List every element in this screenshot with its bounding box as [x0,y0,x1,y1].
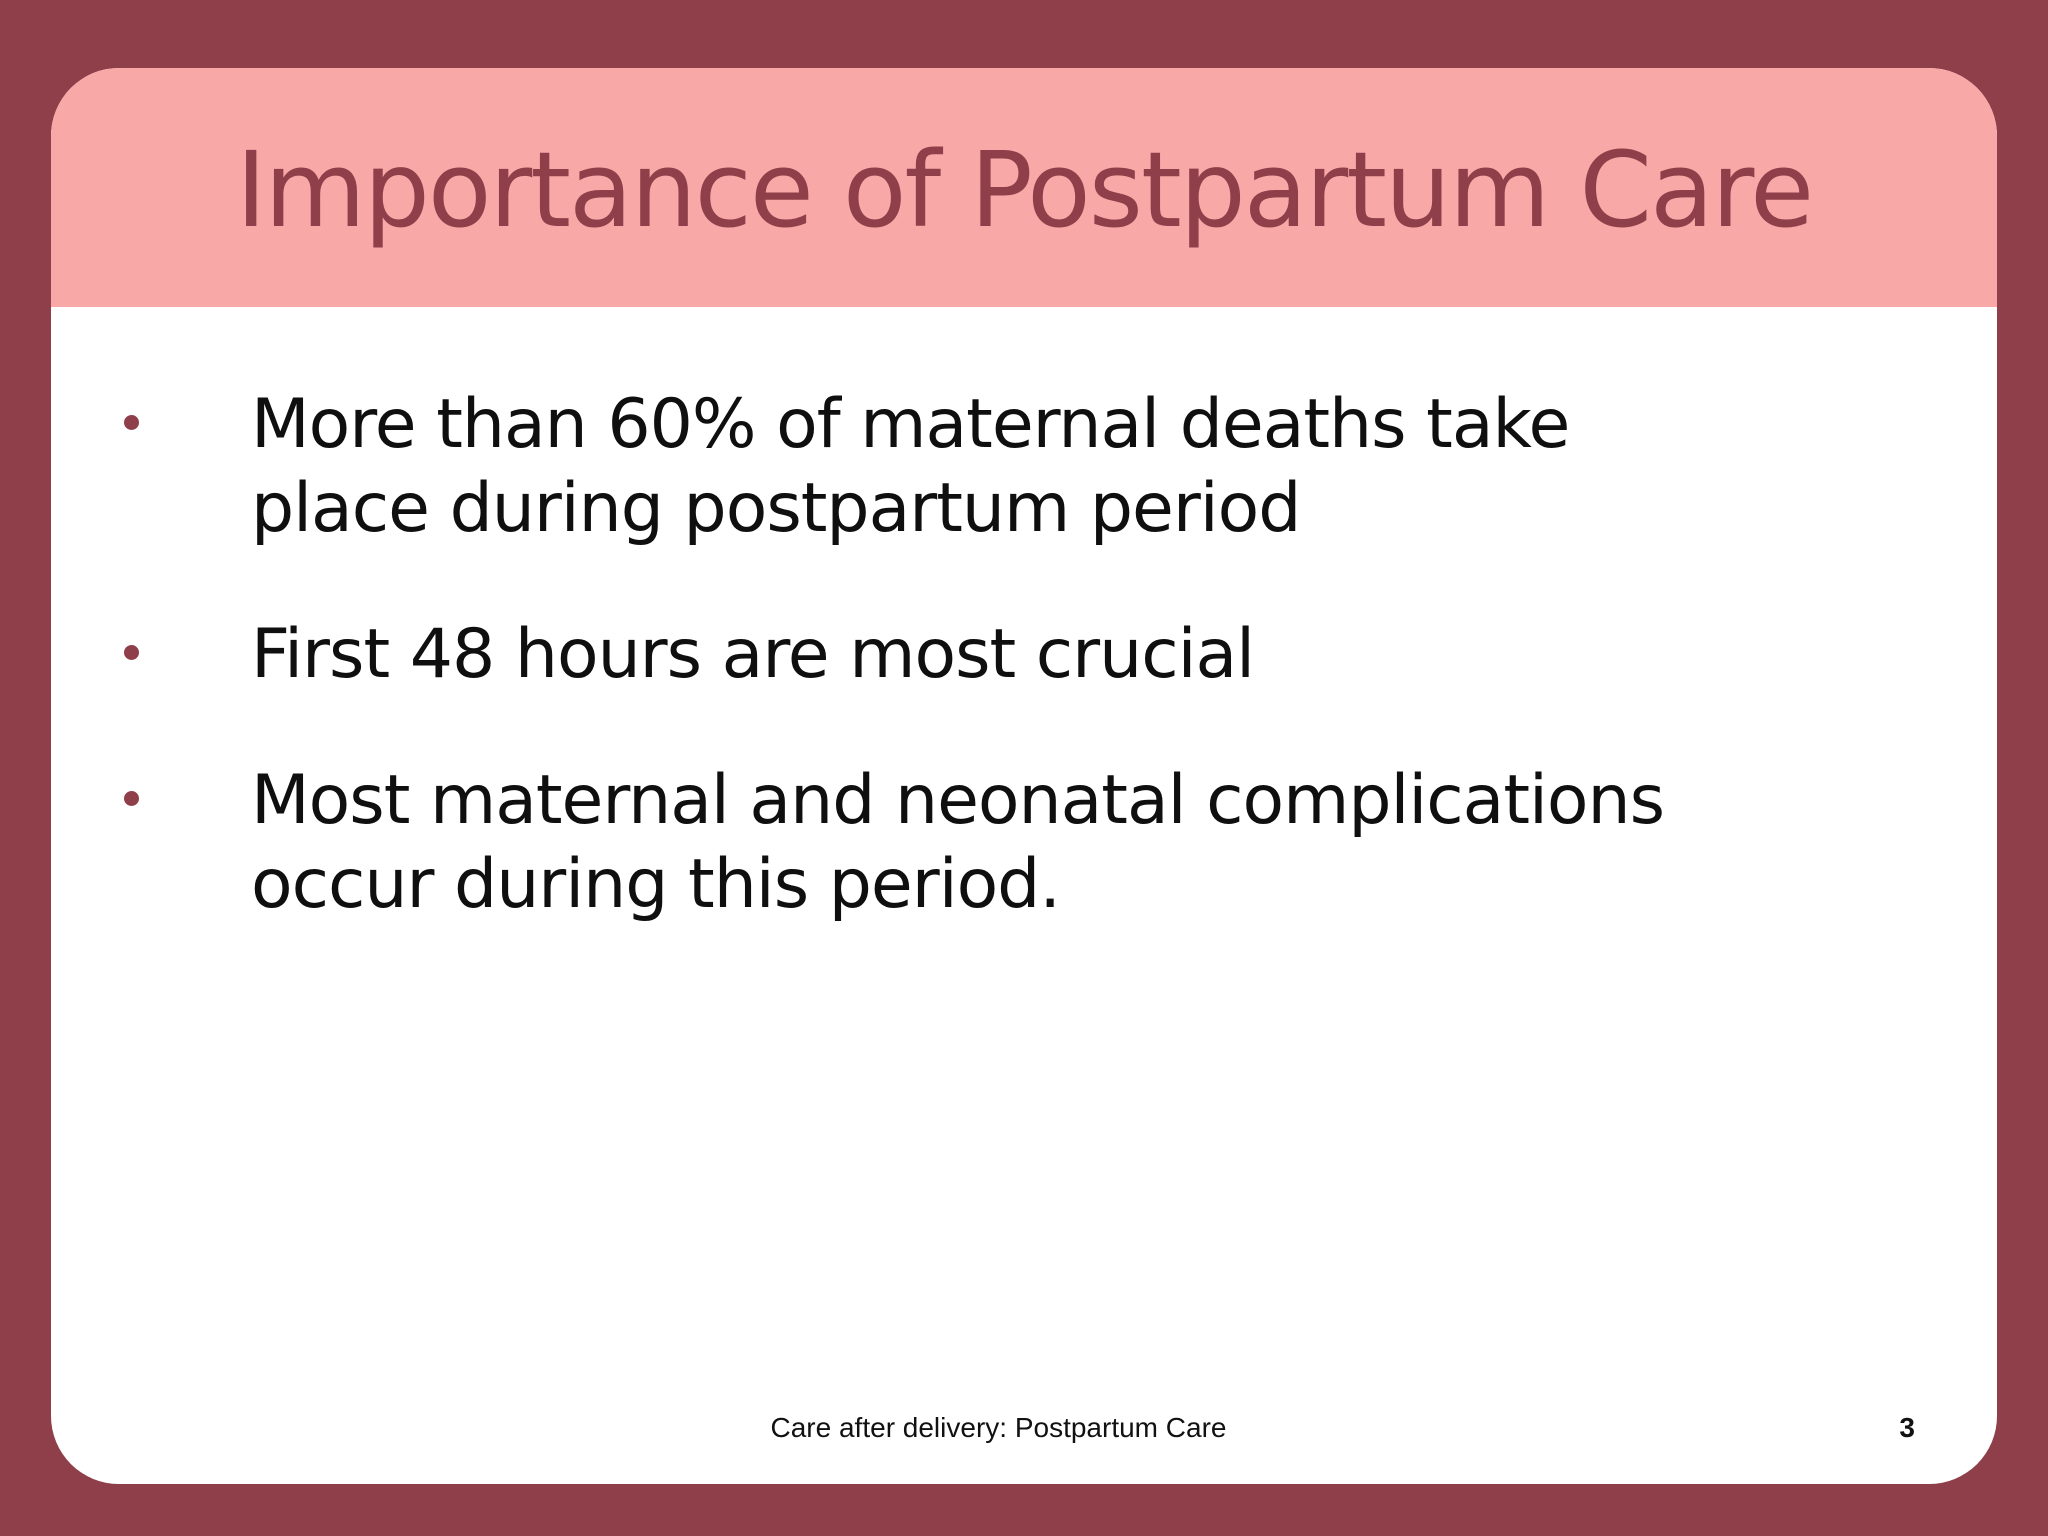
bullet-list [116,383,1716,989]
bullet-text-line: occur during this period. [251,845,1060,924]
bullet-dot [124,415,139,430]
bullet-dot [124,645,139,660]
bullet-text-line: More than 60% of maternal deaths take [251,385,1570,464]
bullet-text-line: Most maternal and neonatal complications [251,761,1665,840]
bullet-item [116,613,1716,697]
title-band [51,68,1997,307]
page-number: 3 [1899,1412,1915,1443]
bullet-item [116,759,1716,927]
footer-text: Care after delivery: Postpartum Care [770,1412,1227,1443]
bullet-item [116,383,1716,551]
slide-title: Importance of Postpartum Care [235,129,1813,251]
bullet-text-line: First 48 hours are most crucial [251,615,1255,694]
slide-card [51,68,1997,1484]
bullet-text-line: place during postpartum period [251,469,1301,548]
bullet-dot [124,791,139,806]
